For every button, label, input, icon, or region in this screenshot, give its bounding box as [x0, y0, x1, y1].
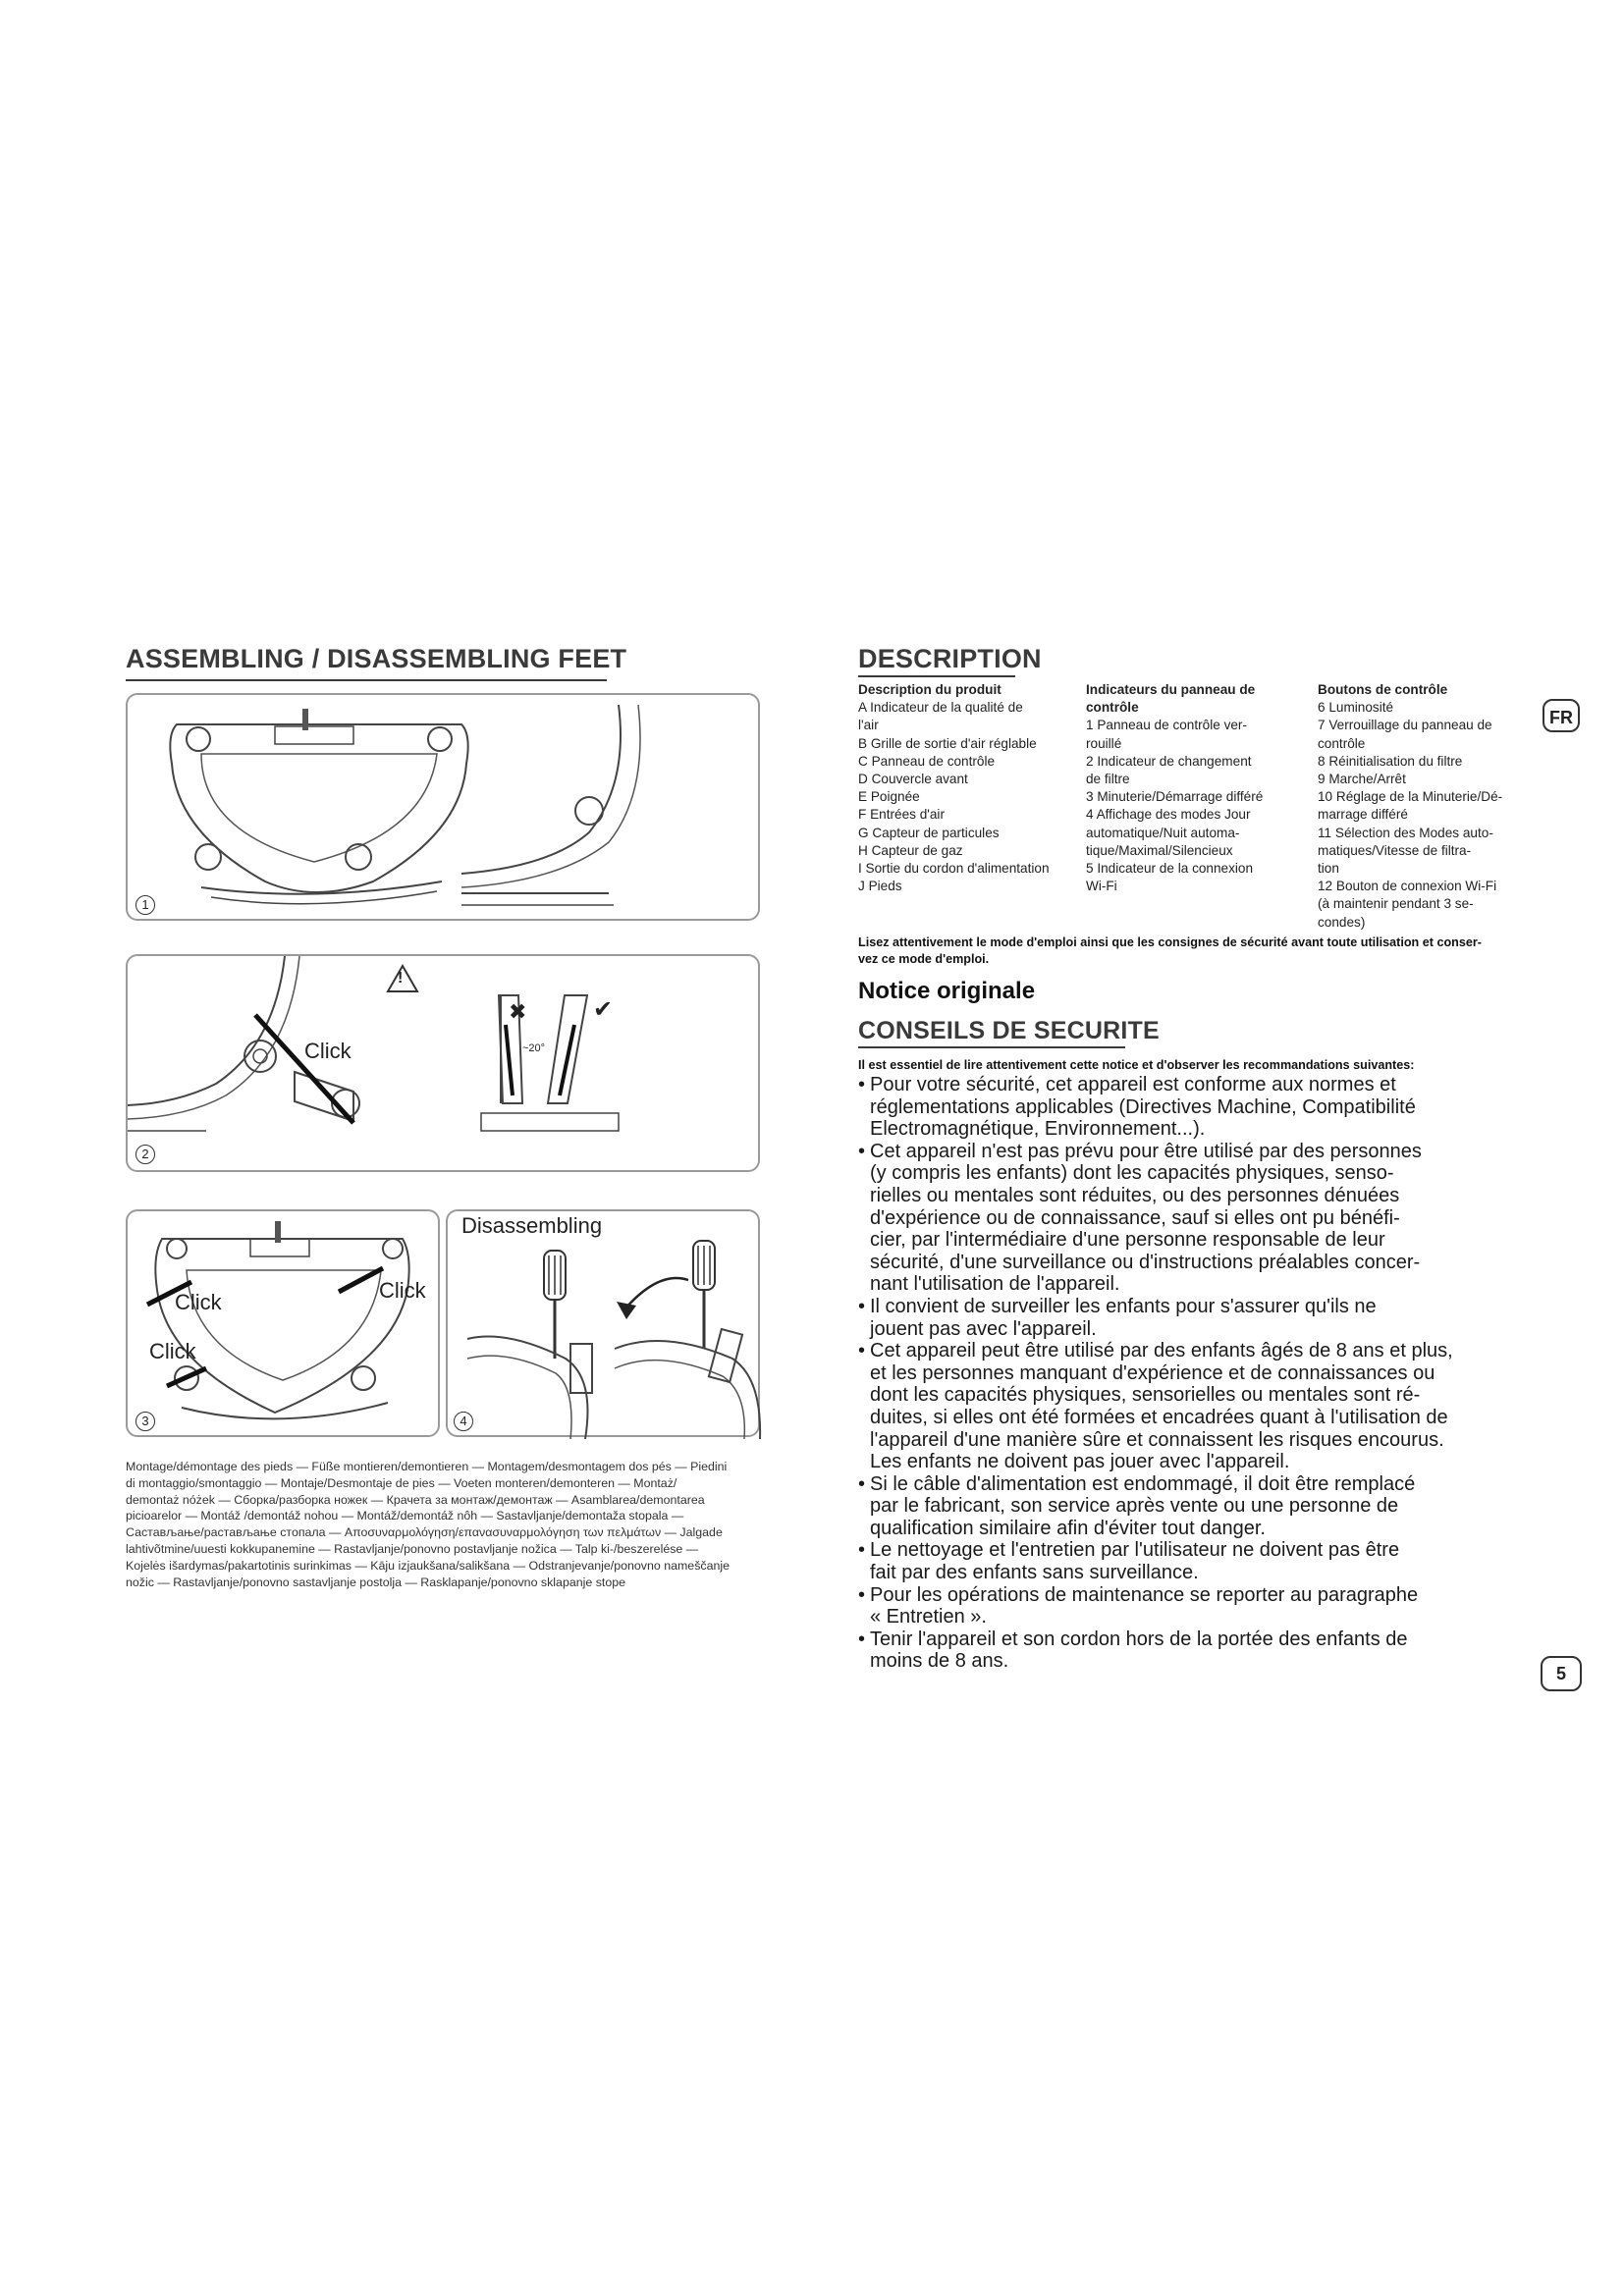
list-item: condes)	[1318, 914, 1366, 930]
list-item: • Pour les opérations de maintenance se reporter au paragraphe « Entretien ».	[858, 1584, 1545, 1629]
step-number-2: 2	[135, 1145, 155, 1164]
bullet-line: fait par des enfants sans surveillance.	[870, 1562, 1199, 1584]
list-item: • Tenir l'appareil et son cordon hors de la portée des enfants de moins de 8 ans.	[858, 1629, 1545, 1673]
language-badge: FR	[1543, 699, 1580, 732]
list-item: contrôle	[1086, 700, 1139, 716]
bullet-line: Cet appareil n'est pas prévu pour être utilisé par des personnes	[870, 1140, 1422, 1162]
bullet-line: par le fabricant, son service après vente ou une personne de	[870, 1495, 1399, 1518]
list-item: • Le nettoyage et l'entretien par l'utilisateur ne doivent pas être fait par des enfants sans surveillance.	[858, 1539, 1545, 1583]
bullet-line: sécurité, d'une surveillance ou d'instructions préalables concer-	[870, 1251, 1421, 1273]
bullet-line: l'appareil d'une manière sûre et connaissent les risques encourus.	[870, 1428, 1444, 1451]
list-item: 3 Minuterie/Démarrage différé	[1086, 789, 1264, 805]
list-item: marrage différé	[1318, 807, 1408, 823]
page-number: 5	[1541, 1656, 1582, 1691]
angle-label: ~20°	[522, 1042, 546, 1054]
bullet-line: Le nettoyage et l'entretien par l'utilisateur ne doivent pas être	[870, 1539, 1400, 1562]
column-heading: Boutons de contrôle	[1318, 682, 1448, 697]
list-item: 4 Affichage des modes Jour	[1086, 807, 1251, 823]
step-number-1: 1	[135, 895, 155, 915]
list-item: 10 Réglage de la Minuterie/Dé-	[1318, 789, 1503, 805]
column-heading: Description du produit	[858, 682, 1001, 697]
caption-line: picioarelor — Montáž /demontáž nohou — Montáž/demontáž nôh — Sastavljanje/demontaža stopala —	[126, 1509, 684, 1523]
bullet-line: Les enfants ne doivent pas jouer avec l'appareil.	[870, 1451, 1290, 1473]
list-item: (à maintenir pendant 3 se-	[1318, 896, 1474, 912]
list-item: • Cet appareil peut être utilisé par des enfants âgés de 8 ans et plus, et les personnes manquant d'expérience et de connaissances ou dont les capacités physiques, sensorielles ou mentales sont ré- duites, si elles ont été formées et encadrées quant à l'utilisation de l'appareil d'une manière sûre et connaissent les risques encourus. Les enfants ne doivent pas jouer avec l'appareil.	[858, 1340, 1545, 1473]
caption-line: Састављање/растављање стопала — Αποσυναρμολόγηση/επανασυναρμολόγηση των πελμάτων — Jalgade	[126, 1525, 723, 1540]
list-item: de filtre	[1086, 772, 1130, 787]
list-item: H Capteur de gaz	[858, 842, 963, 858]
list-item: F Entrées d'air	[858, 807, 945, 823]
caption-line: demontaż nóżek — Сборка/разборка ножек — Крачета за монтаж/демонтаж — Asamblarea/demontarea	[126, 1492, 705, 1507]
notice-heading: Notice originale	[858, 978, 1036, 1004]
step-number-3: 3	[135, 1412, 155, 1431]
list-item: 2 Indicateur de changement	[1086, 753, 1252, 769]
section-title-assembling: ASSEMBLING / DISASSEMBLING FEET	[126, 644, 627, 673]
safety-intro: Il est essentiel de lire attentivement cette notice et d'observer les recommandations suivantes:	[858, 1058, 1415, 1072]
list-item: 6 Luminosité	[1318, 700, 1394, 716]
list-item: tion	[1318, 861, 1339, 877]
illustration-panel-3	[126, 1209, 440, 1437]
list-item: • Si le câble d'alimentation est endommagé, il doit être remplacé par le fabricant, son service après vente ou une personne de qualification similaire afin d'éviter tout danger.	[858, 1473, 1545, 1540]
safety-underline	[858, 1046, 1125, 1048]
bullet-line: cier, par l'intermédiaire d'une personne responsable de leur	[870, 1229, 1385, 1252]
click-label-right: Click	[379, 1278, 426, 1303]
device-top-view-drawing	[128, 695, 762, 923]
caption-line: Kojelės išardymas/pakartotinis surinkimas — Kāju izjaukšana/salikšana — Odstranjevanje/ponovno nameščanje	[126, 1558, 731, 1573]
caption-line: nožic — Rastavljanje/ponovno sastavljanje postolja — Rasklapanje/ponovno sklapanje stope	[126, 1575, 626, 1589]
list-item: l'air	[858, 718, 879, 733]
list-item: A Indicateur de la qualité de	[858, 700, 1023, 716]
section-title-safety: CONSEILS DE SECURITE	[858, 1017, 1160, 1044]
disassembling-label: Disassembling	[461, 1213, 603, 1238]
bullet-line: qualification similaire afin d'éviter tout danger.	[870, 1517, 1266, 1539]
read-instructions-note	[858, 934, 1545, 968]
bullet-line: moins de 8 ans.	[870, 1650, 1009, 1673]
bullet-line: Pour les opérations de maintenance se reporter au paragraphe	[870, 1583, 1419, 1606]
list-item: 7 Verrouillage du panneau de	[1318, 718, 1492, 733]
list-item: tique/Maximal/Silencieux	[1086, 842, 1233, 858]
bullet-line: rielles ou mentales sont réduites, ou des personnes dénuées	[870, 1184, 1400, 1206]
caption-line: lahtivõtmine/uuesti kokkupanemine — Rastavljanje/ponovno postavljanje nožica — Talp ki-/beszerelése —	[126, 1541, 699, 1556]
list-item: B Grille de sortie d'air réglable	[858, 735, 1037, 751]
list-item: I Sortie du cordon d'alimentation	[858, 861, 1050, 877]
list-item: 1 Panneau de contrôle ver-	[1086, 718, 1247, 733]
list-item: • Cet appareil n'est pas prévu pour être utilisé par des personnes (y compris les enfants) dont les capacités physiques, senso- rielles ou mentales sont réduites, ou des personnes dénuées d'expérience ou de connaissance, sauf si elles ont pu bénéfi- cier, par l'intermédiaire d'une personne responsable de leur sécurité, d'une surveillance ou d'instructions préalables concer- nant l'utilisation de l'appareil.	[858, 1141, 1545, 1296]
bullet-line: « Entretien ».	[870, 1606, 987, 1629]
list-item: 12 Bouton de connexion Wi-Fi	[1318, 879, 1497, 894]
list-item: 8 Réinitialisation du filtre	[1318, 753, 1463, 769]
illustration-panel-4	[446, 1209, 760, 1437]
list-item: D Couvercle avant	[858, 772, 968, 787]
device-feet-click-drawing	[128, 1211, 442, 1439]
screwdriver-disassembly-drawing	[448, 1211, 762, 1439]
bullet-line: et les personnes manquant d'expérience et de connaissances ou	[870, 1362, 1435, 1384]
warning-symbol: !	[398, 970, 404, 987]
control-buttons-column	[1318, 681, 1539, 932]
list-item: E Poignée	[858, 789, 920, 805]
list-item: 5 Indicateur de la connexion	[1086, 861, 1254, 877]
note-line: vez ce mode d'emploi.	[858, 952, 990, 966]
bullet-line: duites, si elles ont été formées et encadrées quant à l'utilisation de	[870, 1406, 1448, 1428]
bullet-line: Electromagnétique, Environnement...).	[870, 1118, 1206, 1141]
column-heading: Indicateurs du panneau de	[1086, 682, 1256, 697]
wrong-mark: ✖	[509, 999, 527, 1024]
list-item: matiques/Vitesse de filtra-	[1318, 842, 1472, 858]
caption-line: di montaggio/smontaggio — Montaje/Desmontaje de pies — Voeten monteren/demonteren — Montaż/	[126, 1475, 677, 1490]
bullet-line: jouent pas avec l'appareil.	[870, 1317, 1097, 1340]
bullet-line: Il convient de surveiller les enfants pour s'assurer qu'ils ne	[870, 1295, 1377, 1317]
safety-bullet-list	[858, 1074, 1545, 1673]
bullet-line: d'expérience ou de connaissance, sauf si elles ont pu bénéfi-	[870, 1206, 1400, 1229]
list-item: C Panneau de contrôle	[858, 753, 996, 769]
bullet-line: Tenir l'appareil et son cordon hors de la portée des enfants de	[870, 1628, 1408, 1650]
foot-insertion-drawing	[128, 956, 762, 1174]
click-label-bottom: Click	[149, 1339, 196, 1363]
correct-mark: ✔	[593, 996, 614, 1023]
bullet-line: dont les capacités physiques, sensorielles ou mentales sont ré-	[870, 1384, 1421, 1407]
product-description-column	[858, 681, 1074, 895]
list-item: 9 Marche/Arrêt	[1318, 772, 1406, 787]
step-number-4: 4	[454, 1412, 473, 1431]
click-label: Click	[304, 1039, 352, 1063]
list-item: • Pour votre sécurité, cet appareil est conforme aux normes et réglementations applicables (Directives Machine, Compatibilité Electromagnétique, Environnement...).	[858, 1074, 1545, 1141]
list-item: contrôle	[1318, 735, 1366, 751]
note-line: Lisez attentivement le mode d'emploi ainsi que les consignes de sécurité avant toute utilisation et conser-	[858, 935, 1482, 949]
bullet-line: Si le câble d'alimentation est endommagé, il doit être remplacé	[870, 1472, 1416, 1495]
multilingual-caption	[126, 1459, 788, 1590]
list-item: rouillé	[1086, 735, 1122, 751]
caption-line: Montage/démontage des pieds — Füße montieren/demontieren — Montagem/desmontagem dos pés — Piedini	[126, 1460, 728, 1473]
description-underline	[858, 675, 1015, 677]
list-item: automatique/Nuit automa-	[1086, 825, 1240, 840]
panel-indicators-column	[1086, 681, 1312, 895]
bullet-line: (y compris les enfants) dont les capacités physiques, senso-	[870, 1162, 1394, 1185]
list-item: • Il convient de surveiller les enfants pour s'assurer qu'ils ne jouent pas avec l'appareil.	[858, 1296, 1545, 1340]
title-underline	[126, 679, 607, 681]
list-item: J Pieds	[858, 879, 902, 894]
illustration-panel-2	[126, 954, 760, 1172]
bullet-line: nant l'utilisation de l'appareil.	[870, 1273, 1120, 1296]
illustration-panel-1	[126, 693, 760, 921]
section-title-description: DESCRIPTION	[858, 644, 1042, 673]
bullet-line: Cet appareil peut être utilisé par des enfants âgés de 8 ans et plus,	[870, 1340, 1453, 1362]
list-item: Wi-Fi	[1086, 879, 1117, 894]
list-item: G Capteur de particules	[858, 825, 1000, 840]
list-item: 11 Sélection des Modes auto-	[1318, 825, 1493, 840]
bullet-line: Pour votre sécurité, cet appareil est conforme aux normes et	[870, 1074, 1396, 1095]
bullet-line: réglementations applicables (Directives Machine, Compatibilité	[870, 1095, 1416, 1118]
click-label-left: Click	[175, 1290, 222, 1314]
